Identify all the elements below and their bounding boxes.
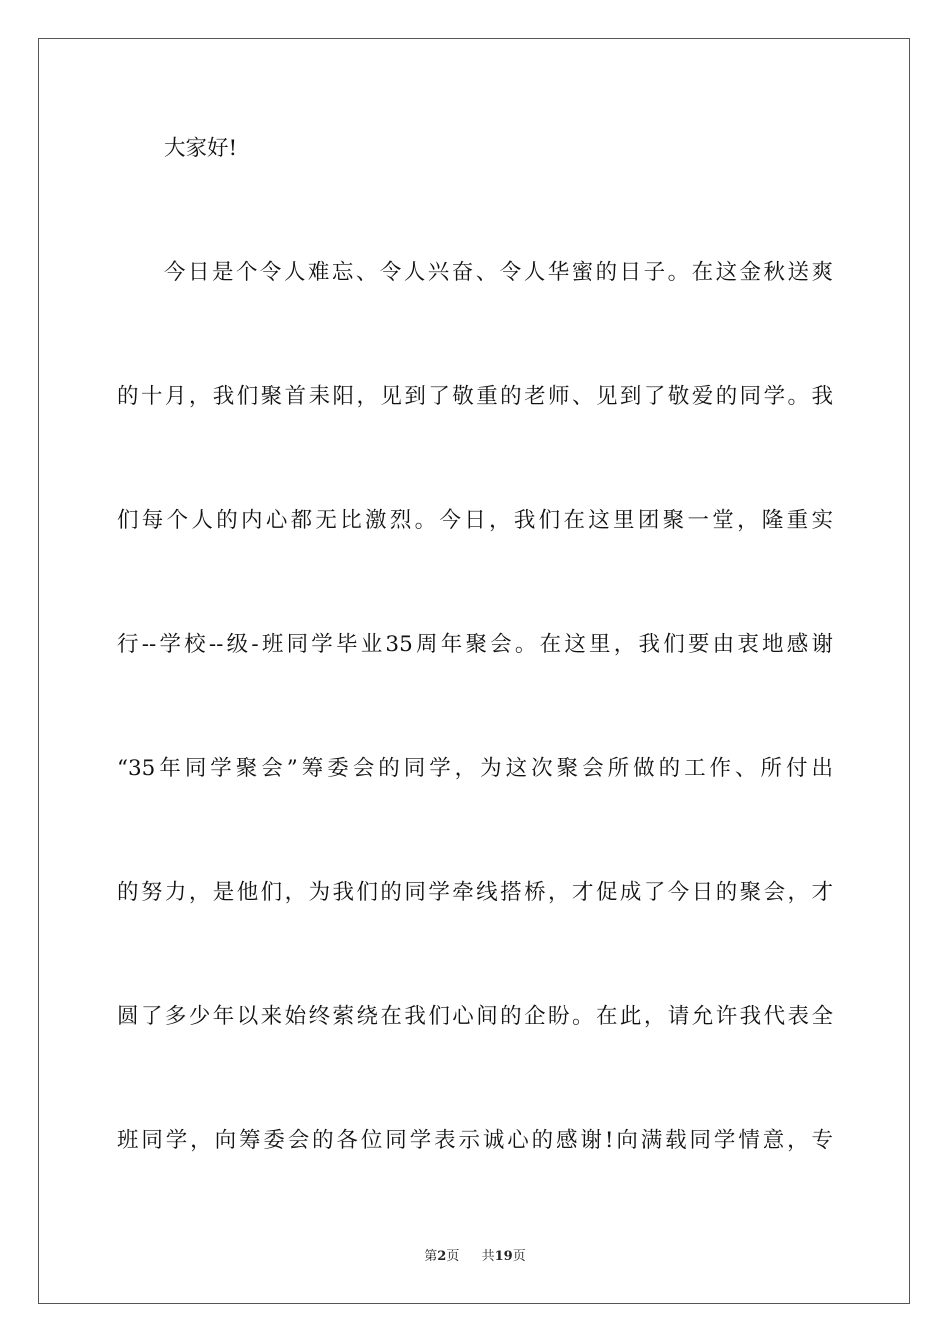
page-border: [38, 38, 910, 1304]
total-pages: 19: [494, 1249, 513, 1264]
paragraph-line-5: “35年同学聚会”筹委会的同学，为这次聚会所做的工作、所付出: [117, 756, 833, 781]
total-pages-indicator: [482, 1248, 526, 1266]
total-prefix: 共: [481, 1249, 495, 1264]
paragraph-line-3: 们每个人的内心都无比激烈。今日，我们在这里团聚一堂，隆重实: [117, 508, 833, 533]
page-number: 2: [437, 1249, 447, 1264]
page-indicator: [424, 1248, 459, 1266]
paragraph-line-2: 的十月，我们聚首耒阳，见到了敬重的老师、见到了敬爱的同学。我: [117, 384, 833, 409]
paragraph-line-7: 圆了多少年以来始终萦绕在我们心间的企盼。在此，请允许我代表全: [117, 1004, 833, 1029]
page-footer: [0, 1248, 950, 1266]
paragraph-line-4: 行--学校--级-班同学毕业35周年聚会。在这里，我们要由衷地感谢: [117, 632, 833, 657]
page-suffix: 页: [446, 1249, 460, 1264]
page-prefix: 第: [424, 1249, 438, 1264]
total-suffix: 页: [512, 1249, 526, 1264]
greeting-line: 大家好!: [164, 136, 238, 161]
paragraph-line-6: 的努力，是他们，为我们的同学牵线搭桥，才促成了今日的聚会，才: [117, 880, 833, 905]
paragraph-line-8: 班同学，向筹委会的各位同学表示诚心的感谢!向满载同学情意，专: [117, 1128, 833, 1153]
paragraph-line-1: 今日是个令人难忘、令人兴奋、令人华蜜的日子。在这金秋送爽: [164, 260, 833, 285]
